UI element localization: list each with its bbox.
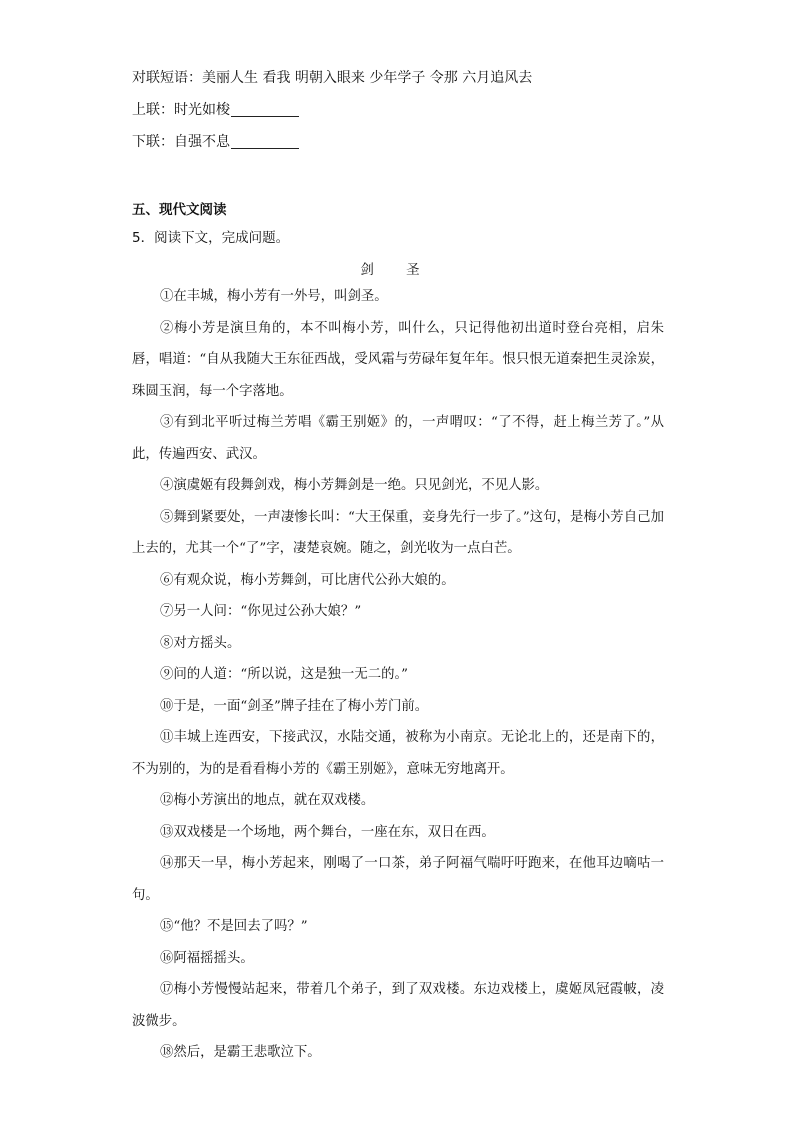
article-paragraph: ②梅小芳是演旦角的，本不叫梅小芳，叫什么，只记得他初出道时登台亮相，启朱唇，唱道：“自从我随大王东征西战，受风霜与劳碌年复年年。恨只恨无道秦把生灵涂炭，珠圆玉润，每一个字落地。 bbox=[132, 320, 664, 399]
article-paragraph: ⑯阿福摇摇头。 bbox=[160, 950, 254, 966]
article-paragraph: ⑮“他？不是回去了吗？” bbox=[160, 919, 308, 934]
question-prompt: 5．阅读下文，完成问题。 bbox=[132, 230, 290, 246]
article-paragraph: ④演虞姬有段舞剑戏，梅小芳舞剑是一绝。只见剑光，不见人影。 bbox=[160, 478, 549, 493]
article-paragraph: ⑬双戏楼是一个场地，两个舞台，一座在东，双日在西。 bbox=[160, 824, 495, 840]
article-paragraph: ③有到北平听过梅兰芳唱《霸王别姬》的，一声喟叹：“了不得，赶上梅兰芳了。”从此，传遍西安、武汉。 bbox=[132, 415, 664, 462]
article-title: 剑 圣 bbox=[360, 262, 434, 278]
article-paragraph: ⑤舞到紧要处，一声凄惨长叫：“大王保重，妾身先行一步了。”这句，是梅小芳自己加上去的，尤其一个“了”字，凄楚哀婉。随之，剑光收为一点白芒。 bbox=[132, 509, 664, 556]
couplet-upper-line bbox=[132, 99, 299, 119]
article-paragraph: ①在丰城，梅小芳有一外号，叫剑圣。 bbox=[160, 289, 388, 304]
article-paragraph: ⑥有观众说，梅小芳舞剑，可比唐代公孙大娘的。 bbox=[160, 572, 455, 588]
answer-blank-lower[interactable] bbox=[231, 134, 299, 149]
article-paragraph: ⑰梅小芳慢慢站起来，带着几个弟子，到了双戏楼。东边戏楼上，虞姬凤冠霞帔，凌波微步。 bbox=[132, 982, 664, 1029]
article-paragraph: ⑩于是，一面“剑圣”牌子挂在了梅小芳门前。 bbox=[160, 698, 429, 714]
article-paragraph: ⑭那天一早，梅小芳起来，刚喝了一口茶，弟子阿福气喘吁吁跑来，在他耳边嘀咕一句。 bbox=[132, 856, 664, 903]
couplet-upper-text: 上联：时光如梭 bbox=[132, 102, 230, 118]
couplet-lower-line bbox=[132, 131, 299, 151]
article-paragraph: ⑦另一人问：“你见过公孙大娘？” bbox=[160, 604, 362, 619]
article-paragraph: ⑫梅小芳演出的地点，就在双戏楼。 bbox=[160, 793, 375, 808]
article-paragraph: ⑪丰城上连西安，下接武汉，水陆交通，被称为小南京。无论北上的，还是南下的，不为别的，为的是看看梅小芳的《霸王别姬》，意味无穷地离开。 bbox=[132, 730, 664, 777]
section-heading: 五、现代文阅读 bbox=[132, 202, 227, 218]
couplet-lower-text: 下联：自强不息 bbox=[132, 134, 230, 150]
couplet-prompt: 对联短语：美丽人生 看我 明朝入眼来 少年学子 令那 六月追风去 bbox=[132, 70, 533, 86]
answer-blank-upper[interactable] bbox=[231, 102, 299, 117]
article-body bbox=[132, 281, 664, 1069]
article-paragraph: ⑱然后，是霸王悲歌泣下。 bbox=[160, 1045, 321, 1060]
article-paragraph: ⑧对方摇头。 bbox=[160, 635, 241, 651]
article-paragraph: ⑨问的人道：“所以说，这是独一无二的。” bbox=[160, 667, 409, 682]
